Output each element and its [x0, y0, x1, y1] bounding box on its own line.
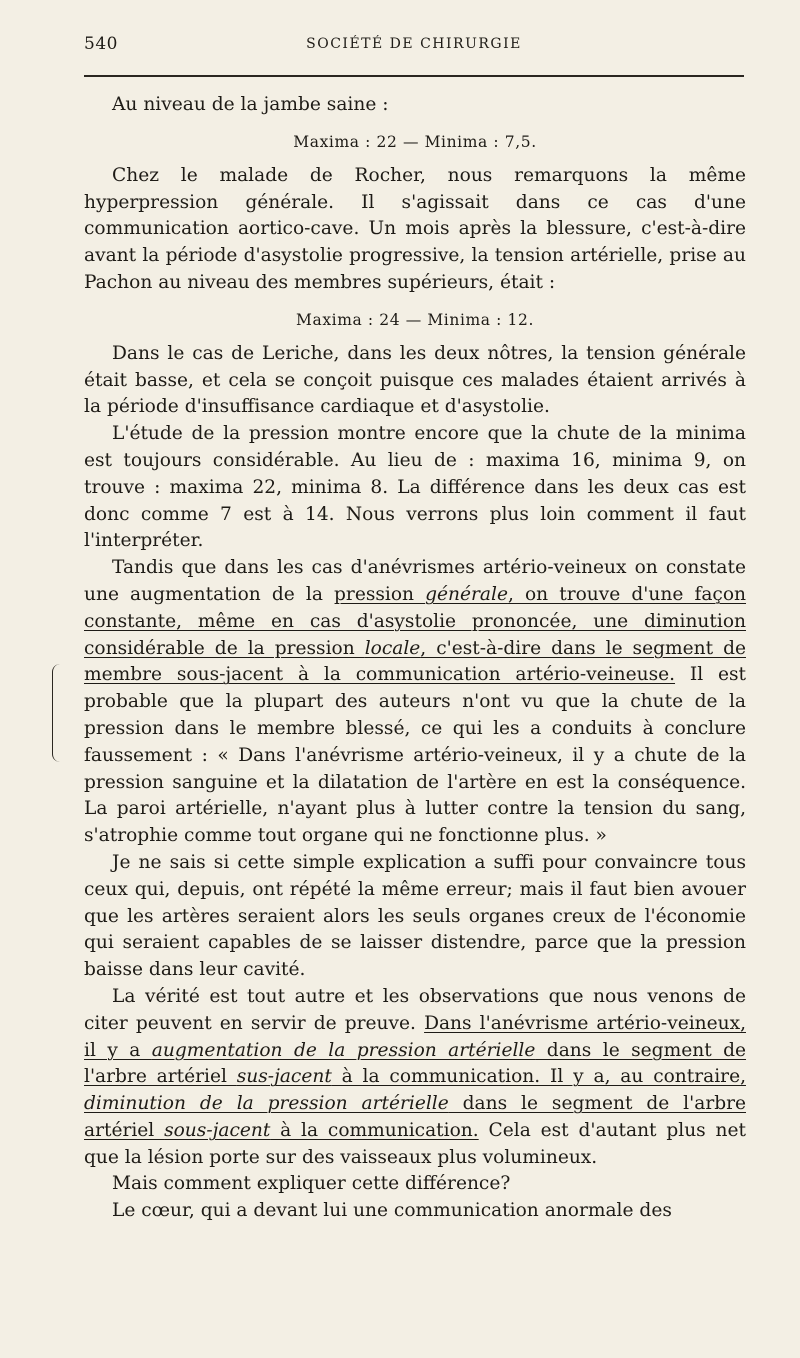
paragraph-4: L'étude de la pression montre encore que la chute de la minima est toujours considérable. Au lieu de : maxima 16, minima 9, on trouve : maxima 22, minima 8. La différence dans les deux cas est donc comme 7 est à 14. Nous verrons plus loin comment il faut l'interpréter.: [84, 423, 746, 552]
italic-underlined-text: générale: [425, 583, 508, 605]
formula-1: Maxima : 22 — Minima : 7,5.: [293, 132, 537, 151]
underlined-text: Dans l'anévrisme artério-veineux, il y a: [84, 1012, 746, 1061]
paragraph-6: Je ne sais si cette simple explication a suffi pour convaincre tous ceux qui, depuis, ont répété la même erreur; mais il faut bien avouer que les artères seraient alors les seuls organes creux de l'économie qui seraient capables de se laisser distendre, parce que la pression baisse dans leur cavité.: [84, 851, 746, 981]
underlined-text: , c'est-à-dire dans le segment de membre sous-jacent à la communication artério-veineuse.: [84, 637, 746, 686]
underlined-text: pression: [334, 583, 426, 605]
underlined-text: , on trouve d'une façon constante, même en cas d'asystolie prononcée, une diminution considérable de la pression: [84, 583, 747, 659]
running-title: SOCIÉTÉ DE CHIRURGIE: [306, 36, 522, 52]
paragraph-3: Dans le cas de Leriche, dans les deux nôtres, la tension générale était basse, et cela se conçoit puisque ces malades étaient arrivés à la période d'insuffisance cardiaque et d'asystolie.: [84, 342, 746, 418]
underlined-text: dans le segment de l'arbre artériel: [84, 1093, 746, 1141]
margin-bracket-annotation: [52, 664, 63, 762]
page-number: 540: [84, 34, 118, 54]
page-header: [84, 34, 744, 62]
underlined-text: dans le segment de l'arbre artériel: [84, 1039, 747, 1088]
underlined-text: à la communication.: [270, 1119, 479, 1141]
paragraph-8: Mais comment expliquer cette différence?: [112, 1173, 511, 1195]
paragraph-5-text-b: Il est probable que la plupart des auteurs n'ont vu que la chute de la pression dans le membre blessé, ce qui les a conduits à conclure faussement : « Dans l'anévrisme artério-veineux, il y a chute de la pression sanguine et la dilatation de l'artère en est la conséquence. La paroi artérielle, n'ayant plus à lutter contre la tension du sang, s'atrophie comme tout organe qui ne fonctionne plus. »: [84, 664, 746, 847]
paragraph-7-text-a: La vérité est tout autre et les observations que nous venons de citer peuvent en servir de preuve.: [84, 985, 746, 1034]
italic-underlined-text: locale: [364, 637, 421, 659]
underlined-text: à la communication. Il y a, au contraire,: [331, 1066, 746, 1088]
header-rule: [84, 75, 744, 77]
italic-underlined-text: diminution de la pression artérielle: [84, 1093, 449, 1115]
paragraph-1: Au niveau de la jambe saine :: [112, 94, 389, 115]
paragraph-5-text-a: Tandis que dans les cas d'anévrismes artério-veineux on constate une augmentation de la: [84, 557, 746, 605]
body-text: [84, 92, 746, 1225]
formula-2: Maxima : 24 — Minima : 12.: [296, 310, 534, 329]
paragraph-7: [84, 984, 746, 1172]
paragraph-7-text-b: Cela est d'autant plus net que la lésion porte sur des vaisseaux plus volumineux.: [84, 1119, 746, 1168]
paragraph-2: Chez le malade de Rocher, nous remarquons la même hyperpression générale. Il s'agissait dans ce cas d'une communication aortico-cave. Un mois après la blessure, c'est-à-dire avant la période d'asystolie progressive, la tension artérielle, prise au Pachon au niveau des membres supérieurs, était :: [84, 164, 746, 293]
italic-underlined-text: sus-jacent: [236, 1066, 332, 1088]
italic-underlined-text: sous-jacent: [164, 1119, 271, 1141]
italic-underlined-text: augmentation de la pression artérielle: [151, 1039, 536, 1061]
paragraph-5: [84, 555, 746, 850]
paragraph-9: Le cœur, qui a devant lui une communication anormale des: [112, 1200, 672, 1222]
